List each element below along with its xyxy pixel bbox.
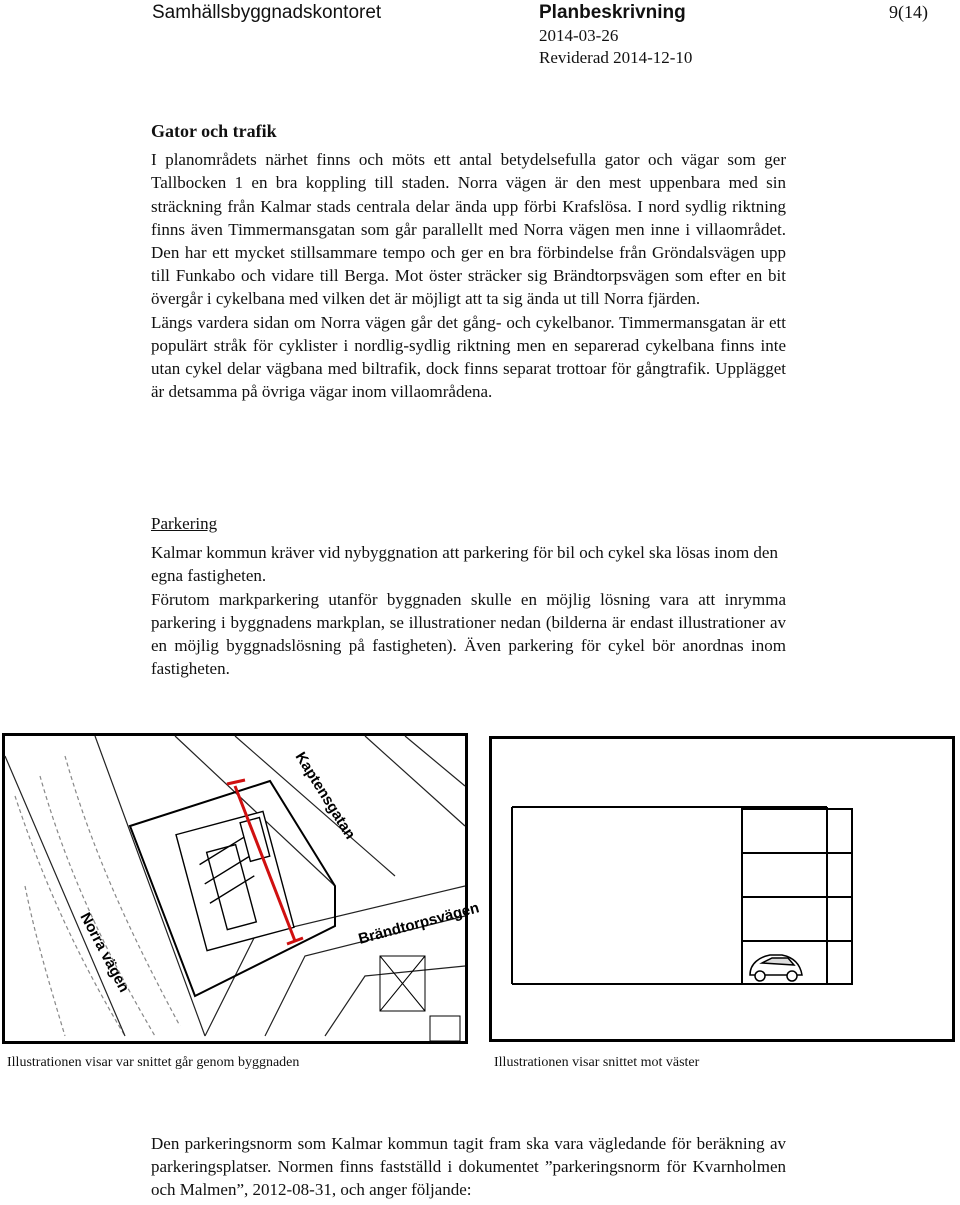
revision-date: Reviderad 2014-12-10 xyxy=(539,48,693,67)
paragraph: Kalmar kommun kräver vid nybyggnation att parkering för bil och cykel ska lösas inom den egna fastigheten. xyxy=(151,543,778,586)
document-date: 2014-03-26 xyxy=(539,26,619,45)
street-label-kaptensgatan: Kaptensgatan xyxy=(291,749,359,843)
car-icon xyxy=(750,955,802,981)
caption-left: Illustrationen visar var snittet går genom byggnaden xyxy=(7,1055,300,1070)
subsection-heading: Parkering xyxy=(151,514,218,533)
street-label-norra-vagen: Norra vägen xyxy=(76,909,133,996)
site-plan-illustration xyxy=(2,733,482,1044)
parking-section xyxy=(151,512,786,680)
paragraph: Förutom markparkering utanför byggnaden skulle en möjlig lösning vara att inrymma parkering i byggnadens markplan, se illustrationer nedan (bilderna är endast illustrationer av en möjlig byggnadslösning på fastigheten). Även parkering för cykel bör anordnas inom fastigheten. xyxy=(151,589,786,679)
street-label-brandtorpsvagen: Brändtorpsvägen xyxy=(356,899,482,948)
closing-paragraph: Den parkeringsnorm som Kalmar kommun tagit fram ska vara vägledande för beräkning av parkeringsplatser. Normen finns fastställd i dokumentet ”parkeringsnorm för Kvarnholmen och Malmen”, 2012-08-31, och anger följande: xyxy=(151,1134,786,1200)
page-number: 9(14) xyxy=(889,2,928,22)
page-header xyxy=(0,0,960,80)
traffic-section xyxy=(151,120,786,403)
paragraph: Längs vardera sidan om Norra vägen går det gång- och cykelbanor. Timmermansgatan är ett populärt stråk för cyklister i nordlig-sydlig riktning men en separerad cykelbana finns inte utan cykel delar vägbana med biltrafik, dock finns separat trottoar för gångtrafik. Upplägget är detsamma på övriga vägar inom villaområdena. xyxy=(151,312,786,402)
document-title: Planbeskrivning xyxy=(539,2,686,23)
caption-right: Illustrationen visar snittet mot väster xyxy=(494,1055,700,1070)
paragraph: I planområdets närhet finns och möts ett antal betydelsefulla gator och vägar som ger Tallbocken 1 en bra koppling till staden. Norra vägen är den mest uppenbara med sin sträckning från Kalmar stads centrala delar ända upp förbi Krafslösa. I nord sydlig riktning finns även Timmermansgatan som går parallellt med Norra vägen men inne i villaområdet. Den har ett mycket stillsammare tempo och ger en bra förbindelse från Gröndalsvägen upp till Funkabo och vidare till Berga. Mot öster sträcker sig Brändtorpsvägen som efter en bit övergår i cykelbana med vilken det är möjligt att ta sig ända ut till Norra fjärden. xyxy=(151,150,786,309)
section-drawing xyxy=(492,739,952,1039)
site-plan-drawing xyxy=(5,736,482,1041)
section-illustration xyxy=(489,736,955,1042)
section-heading: Gator och trafik xyxy=(151,121,277,141)
office-name: Samhällsbyggnadskontoret xyxy=(152,2,382,23)
